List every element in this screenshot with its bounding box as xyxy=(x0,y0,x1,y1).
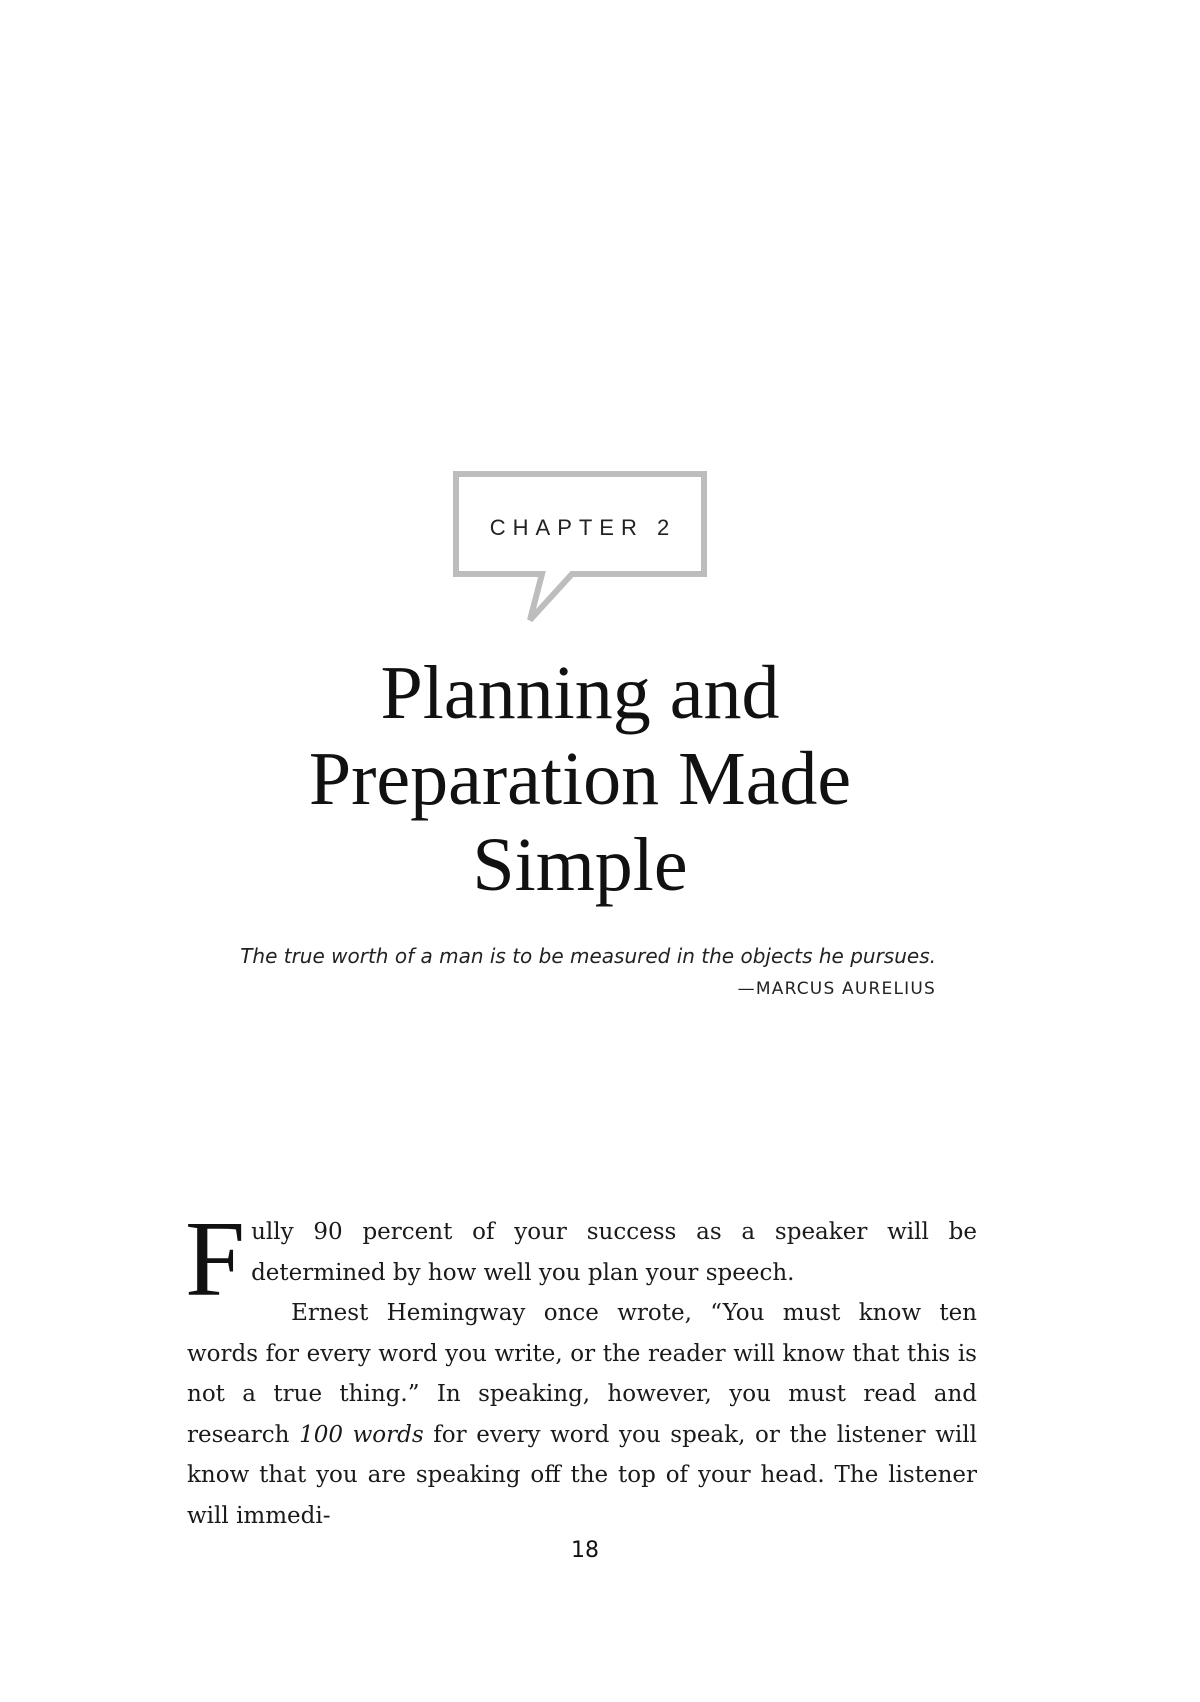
paragraph-2-emphasis: 100 words xyxy=(299,1421,424,1448)
page-number: 18 xyxy=(571,1538,599,1563)
body-text xyxy=(185,1200,977,1536)
epigraph-quote: The true worth of a man is to be measured in the objects he pursues. xyxy=(240,944,936,968)
epigraph-attribution: —MARCUS AURELIUS xyxy=(737,979,936,999)
chapter-label: CHAPTER 2 xyxy=(489,515,677,540)
chapter-title-line-1: Planning and xyxy=(380,651,780,735)
paragraph-1 xyxy=(185,1200,977,1319)
paragraph-2-text-b: for every word you speak, or the listener will know that you are speaking off the top of your head. The listener will immedi- xyxy=(187,1421,977,1529)
paragraph-2-text-a: Ernest Hemingway once wrote, “You must know ten words for every word you write, or the reader will know that this is not a true thing.” In speaking, however, you must read and research xyxy=(187,1300,977,1448)
paragraph-1-text: ully 90 percent of your success as a speaker will be determined by how well you plan your speech. xyxy=(251,1219,977,1286)
paragraph-2 xyxy=(187,1293,977,1536)
chapter-title xyxy=(200,650,960,908)
chapter-title-line-2: Preparation Made xyxy=(308,737,852,821)
chapter-title-line-3: Simple xyxy=(472,823,688,907)
drop-cap: F xyxy=(185,1200,246,1319)
